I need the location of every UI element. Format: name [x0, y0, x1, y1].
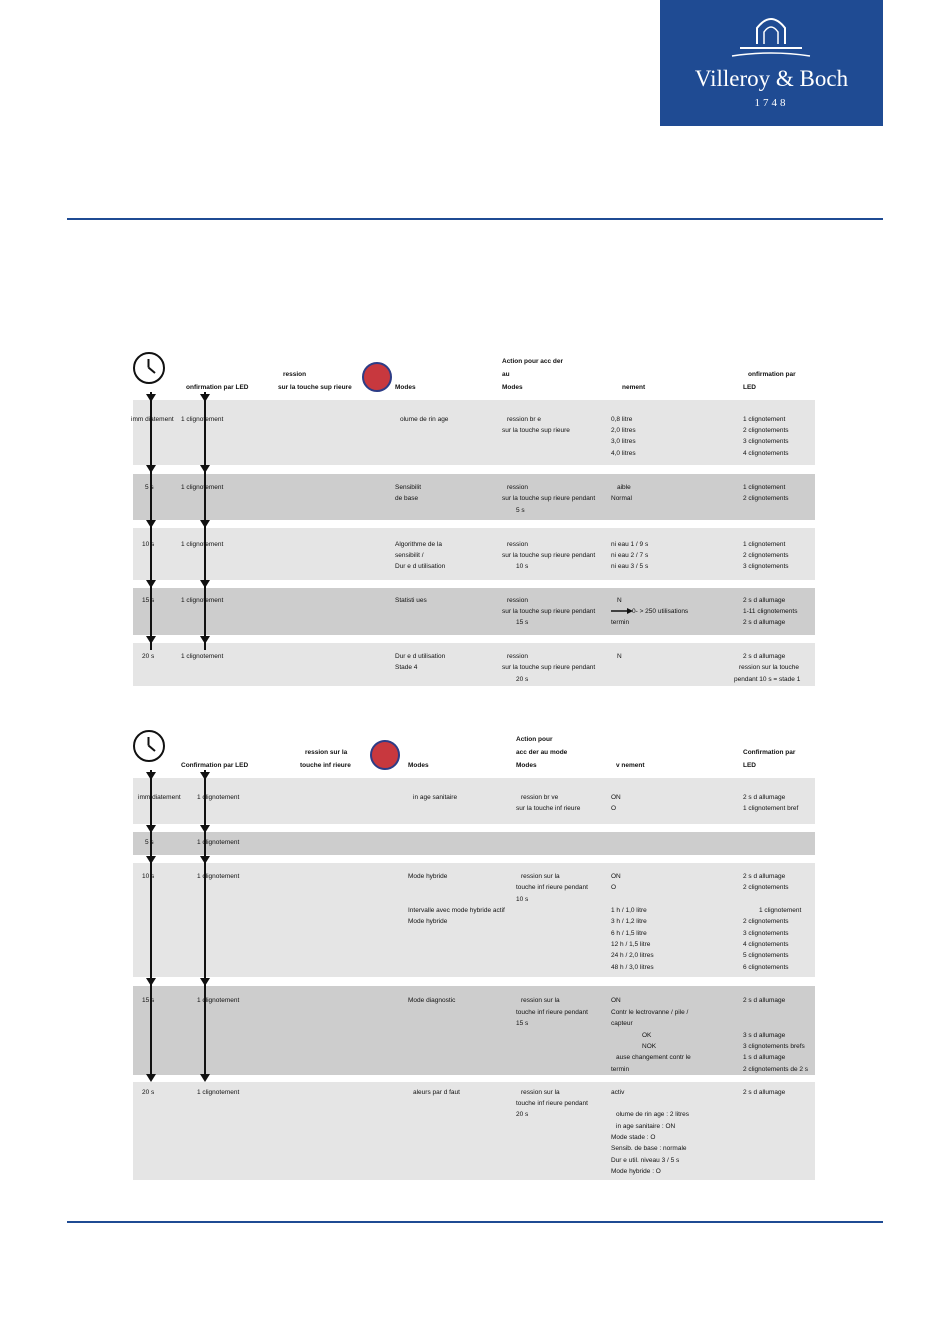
row-action: touche inf rieure pendant: [516, 1100, 588, 1107]
row-blink: 1 clignotement: [197, 873, 240, 880]
row-led: 3 clignotements: [743, 563, 789, 570]
header-led: Confirmation par: [743, 749, 796, 756]
fountain-icon: [660, 0, 883, 66]
row-mode: Stade 4: [395, 664, 418, 671]
row-blink: 1 clignotement: [181, 484, 224, 491]
row-setting: 1 h / 1,0 litre: [611, 907, 647, 914]
row-mode: Dur e d utilisation: [395, 563, 446, 570]
row-blink: 1 clignotement: [181, 653, 224, 660]
row-setting: Mode hybride : O: [611, 1168, 661, 1175]
row-led: 4 clignotements: [743, 450, 789, 457]
row-blink: 1 clignotement: [181, 541, 224, 548]
arrow-down-icon: [146, 825, 156, 833]
row-led: 1 clignotement: [743, 416, 786, 423]
arrow-down-icon: [200, 580, 210, 588]
row-setting: termin: [611, 1066, 630, 1073]
row-setting: 0,8 litre: [611, 416, 633, 423]
row-setting: Sensib. de base : normale: [611, 1145, 687, 1152]
row-led: 2 s d allumage: [743, 997, 786, 1004]
row-action: 15 s: [516, 619, 529, 626]
row-blink: 1 clignotement: [181, 597, 224, 604]
row-led: 5 clignotements: [743, 952, 789, 959]
arrow-down-icon: [200, 978, 210, 986]
row-led: 1 clignotement bref: [743, 805, 799, 812]
arrow-down-icon: [200, 394, 210, 402]
bottom-divider: [67, 1221, 883, 1223]
header-action-modes: Modes: [516, 762, 537, 769]
row-led: 2 clignotements: [743, 884, 789, 891]
row-setting: ni eau 1 / 9 s: [611, 541, 649, 548]
row-mode: Mode hybride: [408, 873, 448, 880]
row-setting: O: [611, 884, 617, 891]
row-led: 2 s d allumage: [743, 794, 786, 801]
row-setting: NOK: [642, 1043, 657, 1050]
row-led: 1 clignotement: [743, 484, 786, 491]
row-led: 2 s d allumage: [743, 1089, 786, 1096]
row-led: 3 s d allumage: [743, 1032, 786, 1039]
header-modes: Modes: [395, 384, 416, 391]
timeline-line: [204, 770, 206, 1078]
row-setting: capteur: [611, 1020, 633, 1027]
header-pression-sub: sur la touche sup rieure: [278, 384, 352, 391]
header-action: Action pour: [516, 736, 553, 743]
row-action: 15 s: [516, 1020, 529, 1027]
row-mode: Mode diagnostic: [408, 997, 456, 1004]
row-setting: ni eau 2 / 7 s: [611, 552, 649, 559]
row-setting: aible: [617, 484, 631, 491]
row-led: 2 s d allumage: [743, 597, 786, 604]
row-setting: N: [617, 653, 622, 660]
flush-button-top-icon: [362, 362, 392, 392]
row-action: sur la touche sup rieure pendant: [502, 664, 596, 671]
row-led: 3 clignotements: [743, 930, 789, 937]
row-action: sur la touche sup rieure pendant: [502, 495, 596, 502]
row-setting: 6 h / 1,5 litre: [611, 930, 647, 937]
arrow-down-icon: [200, 1074, 210, 1082]
row-action: 20 s: [516, 676, 529, 683]
header-confirmation: onfirmation par LED: [186, 384, 249, 391]
row-time: 20 s: [142, 653, 155, 660]
row-action: touche inf rieure pendant: [516, 1009, 588, 1016]
brand-name: Villeroy & Boch: [694, 66, 849, 91]
arrow-down-icon: [146, 520, 156, 528]
arrow-down-icon: [146, 1074, 156, 1082]
row-time: 15 s: [142, 997, 155, 1004]
row-blink: 1 clignotement: [197, 839, 240, 846]
header-confirmation: Confirmation par LED: [181, 762, 249, 769]
row-led: 2 clignotements: [743, 427, 789, 434]
row-setting: 48 h / 3,0 litres: [611, 964, 654, 971]
row-setting: Normal: [611, 495, 632, 502]
row-setting: N: [617, 597, 622, 604]
table-row: [133, 528, 815, 580]
row-time: 20 s: [142, 1089, 155, 1096]
row-setting: ON: [611, 873, 621, 880]
row-mode: Mode hybride: [408, 918, 448, 925]
table-row: [133, 588, 815, 635]
header-action: Action pour acc der: [502, 358, 564, 365]
row-action: ression sur la: [521, 1089, 560, 1096]
row-time: 5 s: [145, 484, 154, 491]
row-setting: termin: [611, 619, 630, 626]
row-led: 2 s d allumage: [743, 873, 786, 880]
row-setting: 3 h / 1,2 litre: [611, 918, 647, 925]
row-time: imm diatement: [138, 794, 181, 801]
row-action: sur la touche sup rieure pendant: [502, 552, 596, 559]
row-setting: Contr le lectrovanne / pile /: [611, 1009, 689, 1016]
arrow-down-icon: [146, 772, 156, 780]
header-setting: v nement: [616, 762, 645, 769]
row-led: pendant 10 s = stade 1: [734, 676, 801, 683]
row-setting: ni eau 3 / 5 s: [611, 563, 649, 570]
header-led-sub: LED: [743, 762, 756, 769]
row-mode: Dur e d utilisation: [395, 653, 446, 660]
row-action: 5 s: [516, 507, 525, 514]
row-led: 2 clignotements: [743, 918, 789, 925]
row-action: ression sur la: [521, 873, 560, 880]
row-setting: activ: [611, 1089, 625, 1096]
row-led: 4 clignotements: [743, 941, 789, 948]
row-action: 10 s: [516, 896, 529, 903]
row-time: 5 s: [145, 839, 154, 846]
row-setting: Dur e util. niveau 3 / 5 s: [611, 1157, 680, 1164]
header-action-modes: Modes: [502, 384, 523, 391]
header-pression: ression: [283, 371, 307, 378]
arrow-down-icon: [200, 856, 210, 864]
row-setting: Mode stade : O: [611, 1134, 656, 1141]
row-mode: aleurs par d faut: [413, 1089, 460, 1096]
row-mode: de base: [395, 495, 419, 502]
brand-logo: [660, 0, 883, 126]
row-setting: 3,0 litres: [611, 438, 636, 445]
header-led: onfirmation par: [748, 371, 796, 378]
row-action: ression: [507, 484, 528, 491]
row-led: 2 clignotements: [743, 495, 789, 502]
row-led: 2 s d allumage: [743, 619, 786, 626]
timeline-line: [150, 770, 152, 1078]
row-led: 3 clignotements: [743, 438, 789, 445]
row-action: ression: [507, 541, 528, 548]
header-modes: Modes: [408, 762, 429, 769]
arrow-down-icon: [200, 465, 210, 473]
table-row: [133, 643, 815, 686]
row-action: touche inf rieure pendant: [516, 884, 588, 891]
row-mode: Intervalle avec mode hybride actif: [408, 907, 505, 914]
row-action: sur la touche sup rieure pendant: [502, 608, 596, 615]
row-led: 3 clignotements brefs: [743, 1043, 805, 1050]
row-blink: 1 clignotement: [197, 997, 240, 1004]
flush-button-bottom-icon: [370, 740, 400, 770]
row-setting: 4,0 litres: [611, 450, 636, 457]
row-led: 1 clignotement: [759, 907, 802, 914]
row-setting: ause changement contr le: [616, 1054, 691, 1061]
row-led: 2 clignotements: [743, 552, 789, 559]
arrow-down-icon: [146, 856, 156, 864]
row-led: 6 clignotements: [743, 964, 789, 971]
arrow-down-icon: [146, 636, 156, 644]
row-mode: Algorithme de la: [395, 541, 442, 548]
row-action: ression sur la: [521, 997, 560, 1004]
clock-icon: [133, 730, 165, 762]
row-action: ression br e: [507, 416, 541, 423]
row-led: 1 s d allumage: [743, 1054, 786, 1061]
row-time: 15 s: [142, 597, 155, 604]
row-blink: 1 clignotement: [197, 1089, 240, 1096]
row-action: ression br ve: [521, 794, 559, 801]
arrow-right-icon: [611, 607, 633, 615]
row-setting: ON: [611, 997, 621, 1004]
row-mode: sensibilit /: [395, 552, 424, 559]
row-led: 2 clignotements de 2 s: [743, 1066, 809, 1073]
header-action-mid: acc der au mode: [516, 749, 568, 756]
row-action: sur la touche inf rieure: [516, 805, 581, 812]
row-led: 2 s d allumage: [743, 653, 786, 660]
row-mode: Sensibilit: [395, 484, 422, 491]
row-action: ression: [507, 597, 528, 604]
row-mode: olume de rin age: [400, 416, 449, 423]
arrow-down-icon: [200, 636, 210, 644]
table-row: [133, 400, 815, 465]
row-action: ression: [507, 653, 528, 660]
table-row: [133, 474, 815, 520]
row-led: 1-11 clignotements: [743, 608, 798, 615]
header-action-mid: au: [502, 371, 510, 378]
header-led-sub: LED: [743, 384, 756, 391]
row-setting: 12 h / 1,5 litre: [611, 941, 651, 948]
top-divider: [67, 218, 883, 220]
row-setting: OK: [642, 1032, 652, 1039]
clock-icon: [133, 352, 165, 384]
row-setting: 24 h / 2,0 litres: [611, 952, 654, 959]
row-led: 1 clignotement: [743, 541, 786, 548]
arrow-down-icon: [146, 580, 156, 588]
arrow-down-icon: [200, 520, 210, 528]
row-led: ression sur la touche: [739, 664, 799, 671]
header-pression-sub: touche inf rieure: [300, 762, 351, 769]
row-action: 10 s: [516, 563, 529, 570]
brand-year: 1748: [754, 97, 789, 109]
arrow-down-icon: [200, 772, 210, 780]
row-blink: 1 clignotement: [197, 794, 240, 801]
header-pression: ression sur la: [305, 749, 348, 756]
row-blink: 1 clignotement: [181, 416, 224, 423]
row-setting: ON: [611, 794, 621, 801]
arrow-down-icon: [146, 978, 156, 986]
row-setting: in age sanitaire : ON: [616, 1123, 676, 1130]
arrow-down-icon: [146, 465, 156, 473]
row-time: 10 s: [142, 873, 155, 880]
row-setting: olume de rin age : 2 litres: [616, 1111, 689, 1118]
row-action: sur la touche sup rieure: [502, 427, 570, 434]
row-time: imm diatement: [131, 416, 174, 423]
row-setting: O: [611, 805, 617, 812]
arrow-down-icon: [200, 825, 210, 833]
row-setting: 2,0 litres: [611, 427, 636, 434]
row-time: 10 s: [142, 541, 155, 548]
row-setting: 0- > 250 utilisations: [632, 608, 689, 615]
row-mode: in age sanitaire: [413, 794, 458, 801]
header-setting: nement: [622, 384, 646, 391]
row-action: 20 s: [516, 1111, 529, 1118]
arrow-down-icon: [146, 394, 156, 402]
row-mode: Statisti ues: [395, 597, 427, 604]
